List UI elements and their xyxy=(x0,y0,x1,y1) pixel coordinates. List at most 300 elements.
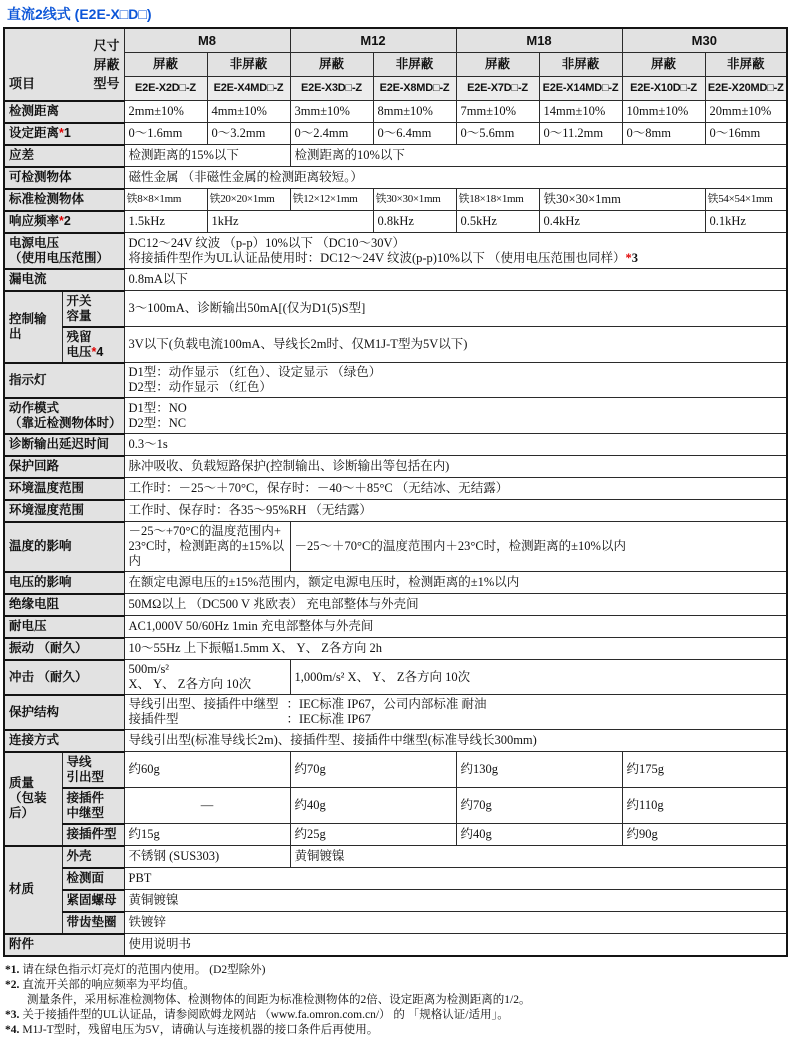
spec-value-line: 2mm±10% xyxy=(128,104,184,118)
spec-value-line: D1型：动作显示 （红色）、设定显示 （绿色） xyxy=(128,365,382,379)
asterisk-number: 3 xyxy=(631,250,638,265)
footnote-text: M1J-T型时，残留电压为5V，请确认与连接机器的接口条件后再使用。 xyxy=(22,1024,379,1036)
spec-value-cell xyxy=(290,846,787,868)
row-label-line: 附件 xyxy=(9,937,35,952)
spec-value-cell xyxy=(124,123,207,145)
spec-value-cell xyxy=(705,101,787,123)
row-label-cell xyxy=(4,101,124,123)
row-label-line: 保护回路 xyxy=(9,459,60,473)
spec-row xyxy=(4,788,787,824)
spec-value-line: 1kHz xyxy=(211,214,239,228)
spec-value-line: 铁18×18×1mm xyxy=(458,193,524,205)
spec-value-cell xyxy=(124,145,290,167)
footnote-mark: *4. xyxy=(5,1024,20,1036)
row-label-line: 电压的影响 xyxy=(9,575,72,589)
size-header: M12 xyxy=(290,28,456,53)
spec-value-line: 0～16mm xyxy=(709,126,761,140)
spec-value-line: 10～55Hz 上下振幅1.5mm X、 Y、 Z各方向 2h xyxy=(128,641,382,655)
spec-value-cell xyxy=(124,660,290,695)
row-label-line: 连接方式 xyxy=(9,733,60,747)
spec-row xyxy=(4,434,787,456)
row-label-cell xyxy=(4,478,124,500)
spec-value-line: 约175g xyxy=(626,762,665,776)
row-label-cell xyxy=(4,660,124,695)
row-label-line: 残留 xyxy=(66,329,92,344)
row-label-line: 冲击 （耐久） xyxy=(9,669,88,684)
asterisk-mark: * xyxy=(59,214,64,228)
group-label-cell xyxy=(4,752,62,846)
row-label-line: 应差 xyxy=(9,148,35,162)
row-label-cell xyxy=(4,500,124,522)
asterisk-number: 2 xyxy=(63,214,71,228)
asterisk-mark: * xyxy=(59,126,64,140)
shield-header: 非屏蔽 xyxy=(207,53,290,77)
spec-row xyxy=(4,398,787,434)
spec-value-cell xyxy=(124,616,787,638)
row-label-cell xyxy=(62,327,124,363)
row-label-line: 标准检测物体 xyxy=(9,192,85,206)
spec-value-line: 铁30×30×1mm xyxy=(543,192,621,206)
spec-row xyxy=(4,594,787,616)
model-cell: E2E-X4MD□-Z xyxy=(207,77,290,101)
model-cell: E2E-X10D□-Z xyxy=(622,77,705,101)
spec-value-left: 接插件型 xyxy=(128,712,179,726)
row-label-line: 漏电流 xyxy=(9,272,47,286)
spec-value-cell xyxy=(124,752,290,788)
spec-value-line: 将接插件型作为UL认证品使用时：DC12～24V 纹波(p-p)10%以下 （使用电压范围也同样）*3 xyxy=(128,250,638,265)
row-label-line: 温度的影响 xyxy=(9,539,72,553)
corner-item-label: 项目 xyxy=(9,75,36,91)
spec-value-line: 3V以下(负载电流100mA、导线长2m时、仅M1J-T型为5V以下) xyxy=(128,337,468,351)
corner-cell xyxy=(4,28,124,101)
spec-value-line: 约15g xyxy=(128,827,160,841)
spec-value-cell xyxy=(124,890,787,912)
spec-value-cell xyxy=(124,846,290,868)
row-label-cell xyxy=(4,269,124,291)
shield-header: 屏蔽 xyxy=(622,53,705,77)
spec-value-cell xyxy=(456,211,539,233)
spec-value-line: 导线引出型(标准导线长2m)、接插件型、接插件中继型(标准导线长300mm) xyxy=(128,733,537,747)
spec-value-cell xyxy=(124,788,290,824)
row-label-cell xyxy=(4,145,124,167)
row-label-cell xyxy=(62,824,124,846)
spec-value-cell xyxy=(456,788,622,824)
spec-row xyxy=(4,189,787,211)
spec-value-line: 工作时：－25～＋70°C，保存时：－40～＋85°C （无结冰、无结露） xyxy=(128,481,509,495)
spec-value-cell xyxy=(622,752,787,788)
group-label-cell xyxy=(4,846,62,934)
spec-value-cell xyxy=(207,211,373,233)
spec-value-line: 0～1.6mm xyxy=(128,126,183,140)
row-label-line: 环境湿度范围 xyxy=(9,503,85,517)
spec-value-cell xyxy=(622,824,787,846)
row-label-cell xyxy=(62,846,124,868)
spec-value-cell xyxy=(290,752,456,788)
spec-value-cell xyxy=(539,211,705,233)
row-label-line: 保护结构 xyxy=(9,704,60,719)
header-row-sizes xyxy=(4,28,787,53)
asterisk-mark: * xyxy=(91,344,97,359)
spec-value-line: 脉冲吸收、负载短路保护(控制输出、诊断输出等包括在内) xyxy=(128,459,450,473)
spec-row xyxy=(4,660,787,695)
page-title: 直流2线式 (E2E-X□D□) xyxy=(7,6,152,22)
row-label-line: 中继型 xyxy=(66,805,105,820)
spec-row xyxy=(4,363,787,398)
spec-value-cell xyxy=(124,189,207,211)
footnote-text: 测量条件，采用标准检测物体、检测物体的间距为标准检测物体的2倍、设定距离为检测距离的1/2。 xyxy=(27,994,531,1006)
spec-value-line: 检测距离的15%以下 xyxy=(128,148,239,162)
spec-row xyxy=(4,522,787,572)
spec-value-line: 工作时、保存时：各35～95%RH （无结露） xyxy=(128,503,372,517)
spec-value-line: －25～+70°C的温度范围内+23°C时，检测距离的±15%以内 xyxy=(128,524,285,568)
spec-value-line: D2型：NC xyxy=(128,415,187,430)
spec-value-line: 0～11.2mm xyxy=(543,126,604,140)
row-label-line: （使用电压范围） xyxy=(9,250,110,265)
spec-row xyxy=(4,824,787,846)
row-label-line: 动作模式 xyxy=(9,400,60,415)
spec-value-cell xyxy=(124,868,787,890)
row-label-line: 环境温度范围 xyxy=(9,481,85,495)
row-label-line: 检测面 xyxy=(66,871,105,885)
row-label-cell xyxy=(4,934,124,957)
row-label-cell xyxy=(4,522,124,572)
spec-value-line: 7mm±10% xyxy=(460,104,516,118)
spec-value-line: 50MΩ以上 （DC500 V 兆欧表） 充电部整体与外壳间 xyxy=(128,597,419,611)
footnote-text: 关于接插件型的UL认证品，请参阅欧姆龙网站 （www.fa.omron.com.cn/） 的 「规格认证/适用」。 xyxy=(22,1009,509,1021)
spec-value-cell xyxy=(622,123,705,145)
spec-value-cell xyxy=(124,594,787,616)
spec-value-cell xyxy=(622,788,787,824)
spec-value-line: 约110g xyxy=(626,798,664,812)
spec-value-line: 磁性金属 （非磁性金属的检测距离较短。） xyxy=(128,170,363,184)
row-label-line: 响应频率*2 xyxy=(9,214,71,228)
spec-value-cell xyxy=(373,189,456,211)
footnote-line xyxy=(5,963,790,978)
spec-value-line: 10mm±10% xyxy=(626,104,689,118)
spec-value-line: 不锈钢 (SUS303) xyxy=(128,849,220,863)
spec-value-line: 0～2.4mm xyxy=(294,126,349,140)
spec-value-line: －25～＋70°C的温度范围内＋23°C时，检测距离的±10%以内 xyxy=(294,539,626,553)
spec-value-line: 0.8kHz xyxy=(377,214,414,228)
row-label-line: 耐电压 xyxy=(9,619,47,633)
spec-value-cell xyxy=(622,101,705,123)
footnote-line xyxy=(5,1023,790,1038)
row-label-line: 接插件型 xyxy=(66,827,117,841)
corner-model-label: 型号 xyxy=(93,75,120,91)
spec-value-line: 约90g xyxy=(626,827,658,841)
spec-value-line: 0.8mA以下 xyxy=(128,272,188,286)
spec-value-cell xyxy=(705,189,787,211)
spec-value-line: 1.5kHz xyxy=(128,214,165,228)
spec-value-cell xyxy=(456,752,622,788)
spec-value-cell xyxy=(124,695,787,730)
spec-value-line: 0～3.2mm xyxy=(211,126,266,140)
spec-value-line: 铁8×8×1mm xyxy=(126,193,182,205)
spec-value-line: 黄铜镀镍 xyxy=(294,849,345,863)
spec-value-cell xyxy=(124,912,787,934)
spec-row xyxy=(4,101,787,123)
spec-value-cell xyxy=(124,638,787,660)
footnotes xyxy=(5,963,790,1038)
spec-row xyxy=(4,269,787,291)
spec-value-line: — xyxy=(200,798,214,812)
spec-row xyxy=(4,695,787,730)
row-label-line: 外壳 xyxy=(66,849,92,863)
spec-value-cell xyxy=(207,101,290,123)
spec-value-line: 500m/s² xyxy=(128,662,170,676)
row-label-line: 指示灯 xyxy=(9,372,47,387)
spec-value-cell xyxy=(290,660,787,695)
spec-row xyxy=(4,500,787,522)
row-label-line: 检测距离 xyxy=(9,104,60,118)
shield-header: 非屏蔽 xyxy=(539,53,622,77)
spec-value-line: 使用说明书 xyxy=(128,937,192,951)
spec-value-cell xyxy=(207,123,290,145)
asterisk-number: 4 xyxy=(96,344,104,359)
spec-value-line: 铁12×12×1mm xyxy=(292,193,358,205)
row-label-line: 带齿垫圈 xyxy=(66,915,117,929)
row-label-line: （靠近检测物体时） xyxy=(9,415,122,430)
spec-value-line: AC1,000V 50/60Hz 1min 充电部整体与外壳间 xyxy=(128,619,374,633)
spec-value-cell xyxy=(290,123,373,145)
row-label-line: 可检测物体 xyxy=(9,170,72,184)
spec-value-cell xyxy=(290,145,787,167)
spec-value-line: 0.1kHz xyxy=(709,214,746,228)
spec-value-line: 0～6.4mm xyxy=(377,126,432,140)
spec-value-line: D2型：动作显示 （红色） xyxy=(128,380,272,394)
spec-value-line: 约25g xyxy=(294,827,326,841)
spec-value-cell xyxy=(705,211,787,233)
spec-row xyxy=(4,868,787,890)
row-label-cell xyxy=(4,594,124,616)
model-cell: E2E-X7D□-Z xyxy=(456,77,539,101)
shield-header: 非屏蔽 xyxy=(373,53,456,77)
spec-value-right: ：IEC标准 IP67，公司内部标准 耐油 xyxy=(286,697,487,711)
asterisk-mark: * xyxy=(625,250,632,265)
footnote-line xyxy=(5,978,790,993)
spec-value-line: 1,000m/s² X、 Y、 Z各方向 10次 xyxy=(294,669,471,684)
spec-value-line: 0～8mm xyxy=(626,126,671,140)
corner-shield-label: 屏蔽 xyxy=(93,56,120,72)
corner-size-label: 尺寸 xyxy=(93,37,120,53)
spec-value-cell xyxy=(207,189,290,211)
row-label-line: 设定距离*1 xyxy=(9,126,71,140)
shield-header: 屏蔽 xyxy=(456,53,539,77)
spec-row xyxy=(4,572,787,594)
group-label-line: 质量 xyxy=(9,776,35,790)
spec-row xyxy=(4,327,787,363)
model-cell: E2E-X14MD□-Z xyxy=(539,77,622,101)
group-label-line: 控制输出 xyxy=(9,311,47,341)
row-label-cell xyxy=(4,730,124,752)
model-cell: E2E-X8MD□-Z xyxy=(373,77,456,101)
spec-value-line: 约40g xyxy=(294,798,326,812)
spec-value-line: 14mm±10% xyxy=(543,104,606,118)
row-label-cell xyxy=(4,233,124,269)
spec-value-cell xyxy=(124,211,207,233)
spec-value-line: 约70g xyxy=(460,798,492,812)
spec-value-cell xyxy=(124,522,290,572)
spec-row xyxy=(4,730,787,752)
model-cell: E2E-X2D□-Z xyxy=(124,77,207,101)
spec-row xyxy=(4,291,787,327)
row-label-cell xyxy=(62,868,124,890)
spec-value-line: 约60g xyxy=(128,762,160,776)
spec-value-line: D1型：NO xyxy=(128,400,187,415)
spec-value-line: DC12～24V 纹波 （p-p）10%以下 （DC10～30V） xyxy=(128,235,406,250)
spec-value-cell xyxy=(124,363,787,398)
spec-value-line: X、 Y、 Z各方向 10次 xyxy=(128,677,252,691)
spec-value-cell xyxy=(373,123,456,145)
spec-value-cell xyxy=(124,269,787,291)
row-label-line: 振动 （耐久） xyxy=(9,641,88,655)
group-label-line: 材质 xyxy=(9,882,35,896)
spec-value-cell xyxy=(539,189,705,211)
spec-table xyxy=(3,27,788,957)
row-label-cell xyxy=(62,752,124,788)
spec-value-line: 铁30×30×1mm xyxy=(375,193,441,205)
spec-value-line: 铁20×20×1mm xyxy=(209,193,275,205)
spec-value-line: 3mm±10% xyxy=(294,104,350,118)
size-header: M30 xyxy=(622,28,787,53)
spec-value-line: 约40g xyxy=(460,827,492,841)
spec-row xyxy=(4,478,787,500)
row-label-line: 接插件 xyxy=(66,790,105,805)
spec-value-cell xyxy=(290,101,373,123)
row-label-cell xyxy=(62,912,124,934)
spec-value-cell xyxy=(456,101,539,123)
spec-row xyxy=(4,934,787,957)
model-cell: E2E-X3D□-Z xyxy=(290,77,373,101)
footnote-text: 请在绿色指示灯亮灯的范围内使用。 (D2型除外) xyxy=(22,964,266,976)
spec-value-cell xyxy=(290,788,456,824)
footnote-mark: *3. xyxy=(5,1009,20,1021)
spec-value-line: 3～100mA、诊断输出50mA[(仅为D1(5)S型] xyxy=(128,301,366,315)
row-label-line: 紧固螺母 xyxy=(66,893,117,907)
spec-value-cell xyxy=(539,123,622,145)
spec-value-line: 0～5.6mm xyxy=(460,126,515,140)
row-label-cell xyxy=(62,890,124,912)
corner-item-model-labels xyxy=(9,74,120,93)
footnote-line xyxy=(5,1008,790,1023)
spec-value-cell xyxy=(290,824,456,846)
spec-value-right: ：IEC标准 IP67 xyxy=(286,712,371,726)
spec-value-cell xyxy=(124,327,787,363)
shield-header: 屏蔽 xyxy=(124,53,207,77)
spec-value-cell xyxy=(373,101,456,123)
row-label-line: 导线 xyxy=(66,754,92,769)
spec-value-cell xyxy=(456,123,539,145)
spec-value-line xyxy=(129,712,783,727)
spec-value-line: 8mm±10% xyxy=(377,104,433,118)
spec-value-line: 0.4kHz xyxy=(543,214,580,228)
row-label-cell xyxy=(4,123,124,145)
spec-value-line: 0.3～1s xyxy=(128,437,168,451)
spec-value-cell xyxy=(124,572,787,594)
row-label-cell xyxy=(4,616,124,638)
row-label-cell xyxy=(4,189,124,211)
spec-value-cell xyxy=(124,478,787,500)
spec-row xyxy=(4,123,787,145)
spec-value-cell xyxy=(124,500,787,522)
spec-value-cell xyxy=(705,123,787,145)
row-label-cell xyxy=(4,398,124,434)
spec-value-cell xyxy=(290,522,787,572)
row-label-cell xyxy=(62,788,124,824)
spec-value-line: 在额定电源电压的±15%范围内，额定电源电压时，检测距离的±1%以内 xyxy=(128,575,520,589)
spec-value-cell xyxy=(373,211,456,233)
spec-value-cell xyxy=(456,189,539,211)
spec-value-cell xyxy=(124,730,787,752)
spec-value-cell xyxy=(539,101,622,123)
spec-row xyxy=(4,752,787,788)
row-label-line: 电源电压 xyxy=(9,235,60,250)
row-label-line: 开关 xyxy=(66,293,92,308)
row-label-line: 容量 xyxy=(66,308,92,323)
spec-row xyxy=(4,167,787,189)
spec-value-cell xyxy=(124,291,787,327)
row-label-cell xyxy=(4,363,124,398)
shield-header: 屏蔽 xyxy=(290,53,373,77)
size-header: M8 xyxy=(124,28,290,53)
spec-row xyxy=(4,145,787,167)
spec-value-cell xyxy=(290,189,373,211)
spec-value-line: 4mm±10% xyxy=(211,104,267,118)
spec-row xyxy=(4,890,787,912)
spec-value-line: 约70g xyxy=(294,762,326,776)
spec-row xyxy=(4,912,787,934)
row-label-line: 诊断输出延迟时间 xyxy=(9,437,110,451)
spec-value-cell xyxy=(124,398,787,434)
spec-value-cell xyxy=(124,434,787,456)
spec-value-line: 0.5kHz xyxy=(460,214,497,228)
model-cell: E2E-X20MD□-Z xyxy=(705,77,787,101)
group-label-line: 后） xyxy=(9,806,35,820)
shield-header: 非屏蔽 xyxy=(705,53,787,77)
row-label-cell xyxy=(4,695,124,730)
row-label-line: 引出型 xyxy=(66,769,105,784)
row-label-cell xyxy=(4,572,124,594)
spec-value-cell xyxy=(124,934,787,957)
spec-row xyxy=(4,211,787,233)
spec-row xyxy=(4,233,787,269)
spec-row xyxy=(4,638,787,660)
spec-row xyxy=(4,456,787,478)
row-label-cell xyxy=(4,456,124,478)
spec-value-line: 约130g xyxy=(460,762,499,776)
spec-value-cell xyxy=(124,233,787,269)
spec-value-left: 导线引出型、接插件中继型 xyxy=(128,697,279,711)
row-label-cell xyxy=(62,291,124,327)
footnote-text: 直流开关部的响应频率为平均值。 xyxy=(22,979,195,991)
size-header: M18 xyxy=(456,28,622,53)
group-label-cell xyxy=(4,291,62,363)
spec-value-line: 铁镀锌 xyxy=(128,915,167,929)
row-label-cell xyxy=(4,211,124,233)
spec-value-cell xyxy=(124,456,787,478)
row-label-line: 绝缘电阻 xyxy=(9,597,60,611)
spec-value-cell xyxy=(124,167,787,189)
spec-value-line: PBT xyxy=(128,871,152,885)
spec-value-line: 检测距离的10%以下 xyxy=(294,148,405,162)
footnote-mark: *2. xyxy=(5,979,20,991)
row-label-cell xyxy=(4,434,124,456)
spec-value-line: 黄铜镀镍 xyxy=(128,893,179,907)
spec-value-line: 铁54×54×1mm xyxy=(707,193,773,205)
spec-row xyxy=(4,846,787,868)
row-label-cell xyxy=(4,638,124,660)
spec-value-line xyxy=(129,697,783,712)
